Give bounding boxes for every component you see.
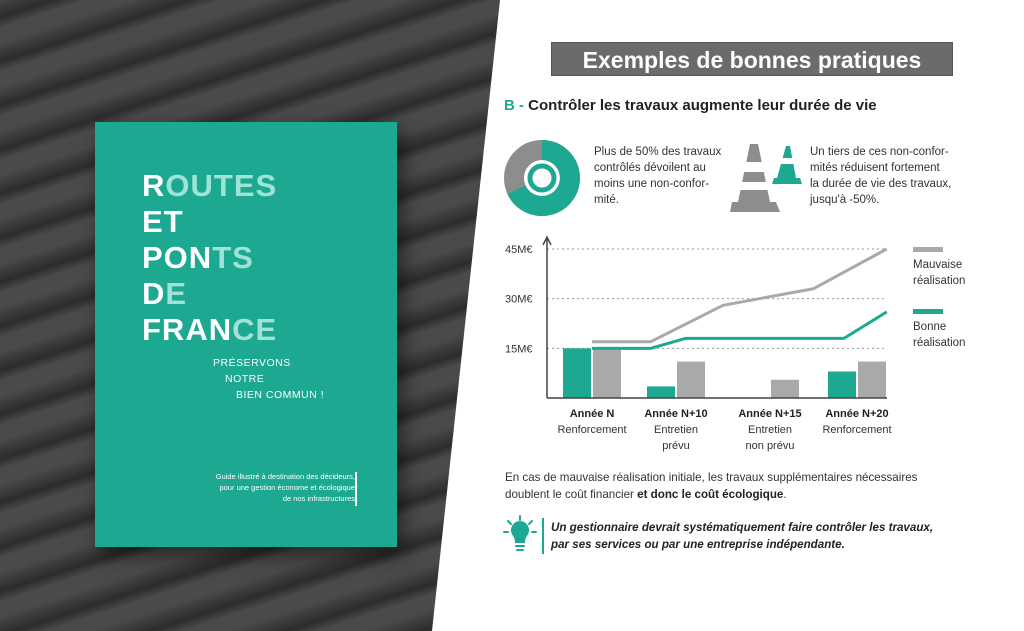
stat-line: Plus de 50% des travaux [594, 146, 722, 158]
category-sublabel: Renforcement [557, 424, 627, 436]
legend-swatch [913, 309, 943, 314]
bar [858, 362, 886, 398]
legend-label: Mauvaise [913, 259, 963, 271]
cover-guide-line: Guide illustré à destination des décideurs, [215, 472, 355, 481]
bar [593, 348, 621, 398]
cover-subtitle-3: BIEN COMMUN ! [236, 389, 325, 401]
footnote-line-1: En cas de mauvaise réalisation initiale, les travaux supplémentaires nécessaires [505, 471, 918, 484]
category-sublabel: prévu [662, 440, 690, 452]
cover-title-line-3: PONTS [142, 240, 254, 275]
legend-label: réalisation [913, 337, 966, 349]
stat-line: Un tiers de ces non-confor- [810, 146, 949, 158]
footnote [505, 469, 985, 504]
legend-label: Bonne [913, 321, 947, 333]
category-sublabel: Renforcement [822, 424, 892, 436]
legend-label: réalisation [913, 275, 966, 287]
page-header: Exemples de bonnes pratiques [551, 42, 953, 76]
tip-divider [542, 518, 544, 554]
stat-text-2 [810, 145, 951, 208]
stat-line: mité. [594, 193, 619, 206]
tip-line-1: Un gestionnaire devrait systématiquement faire contrôler les travaux, [551, 521, 934, 534]
footnote-plain: doublent le coût financier [505, 488, 634, 502]
cover-guide-line: de nos infrastructures [282, 493, 355, 503]
stat-line: contrôlés dévoilent au [594, 161, 706, 174]
legend-swatch [913, 247, 943, 252]
cover-guide-divider [355, 472, 357, 506]
y-tick-label: 30M€ [505, 293, 533, 306]
footnote-bold: et donc le coût écologique [637, 488, 784, 502]
cover-subtitle-1: PRÉSERVONS [213, 357, 291, 369]
bar [563, 348, 591, 398]
category-sublabel: Entretien [653, 424, 699, 436]
book-cover [95, 122, 397, 547]
traffic-cone-icon [730, 140, 805, 220]
cover-title-line-5: FRANCE [142, 312, 278, 347]
tip-line-2: par ses services ou par une entreprise indépendante. [551, 538, 845, 552]
cover-subtitle-2: NOTRE [225, 373, 265, 385]
cover-title-line-4: DE [142, 276, 188, 311]
section-letter: B - [504, 97, 524, 114]
bar [677, 362, 705, 398]
bar [828, 372, 856, 398]
category-sublabel: non prévu [745, 440, 795, 452]
stat-text-1 [594, 145, 721, 208]
stat-line: mités réduisent fortement [810, 161, 940, 174]
category-label: Année N+10 [644, 408, 708, 420]
category-label: Année N [569, 408, 615, 420]
stat-line: moins une non-confor- [594, 177, 710, 190]
bar [771, 380, 799, 398]
category-label: Année N+20 [825, 408, 889, 420]
lightbulb-icon [503, 515, 537, 555]
section-title-text: Contrôler les travaux augmente leur durée de vie [528, 97, 877, 114]
tip-text [551, 519, 991, 554]
cover-title-line-1: ROUTES [142, 168, 278, 203]
cover-guide-text [155, 472, 355, 505]
y-tick-label: 45M€ [505, 244, 533, 256]
category-sublabel: Entretien [747, 424, 793, 436]
footnote-end: . [783, 488, 787, 502]
stat-line: jusqu'à -50%. [810, 193, 880, 206]
bar [647, 386, 675, 398]
series-line [592, 249, 887, 342]
cover-title-line-2: ET [142, 204, 184, 239]
stat-line: la durée de vie des travaux, [810, 177, 952, 190]
section-title [504, 97, 877, 114]
cost-chart [495, 225, 995, 465]
cover-guide-line: pour une gestion économe et écologique [219, 482, 355, 492]
donut-chart-icon [503, 137, 581, 219]
category-label: Année N+15 [738, 408, 802, 420]
y-tick-label: 15M€ [505, 343, 533, 356]
footnote-line-2 [505, 486, 985, 503]
